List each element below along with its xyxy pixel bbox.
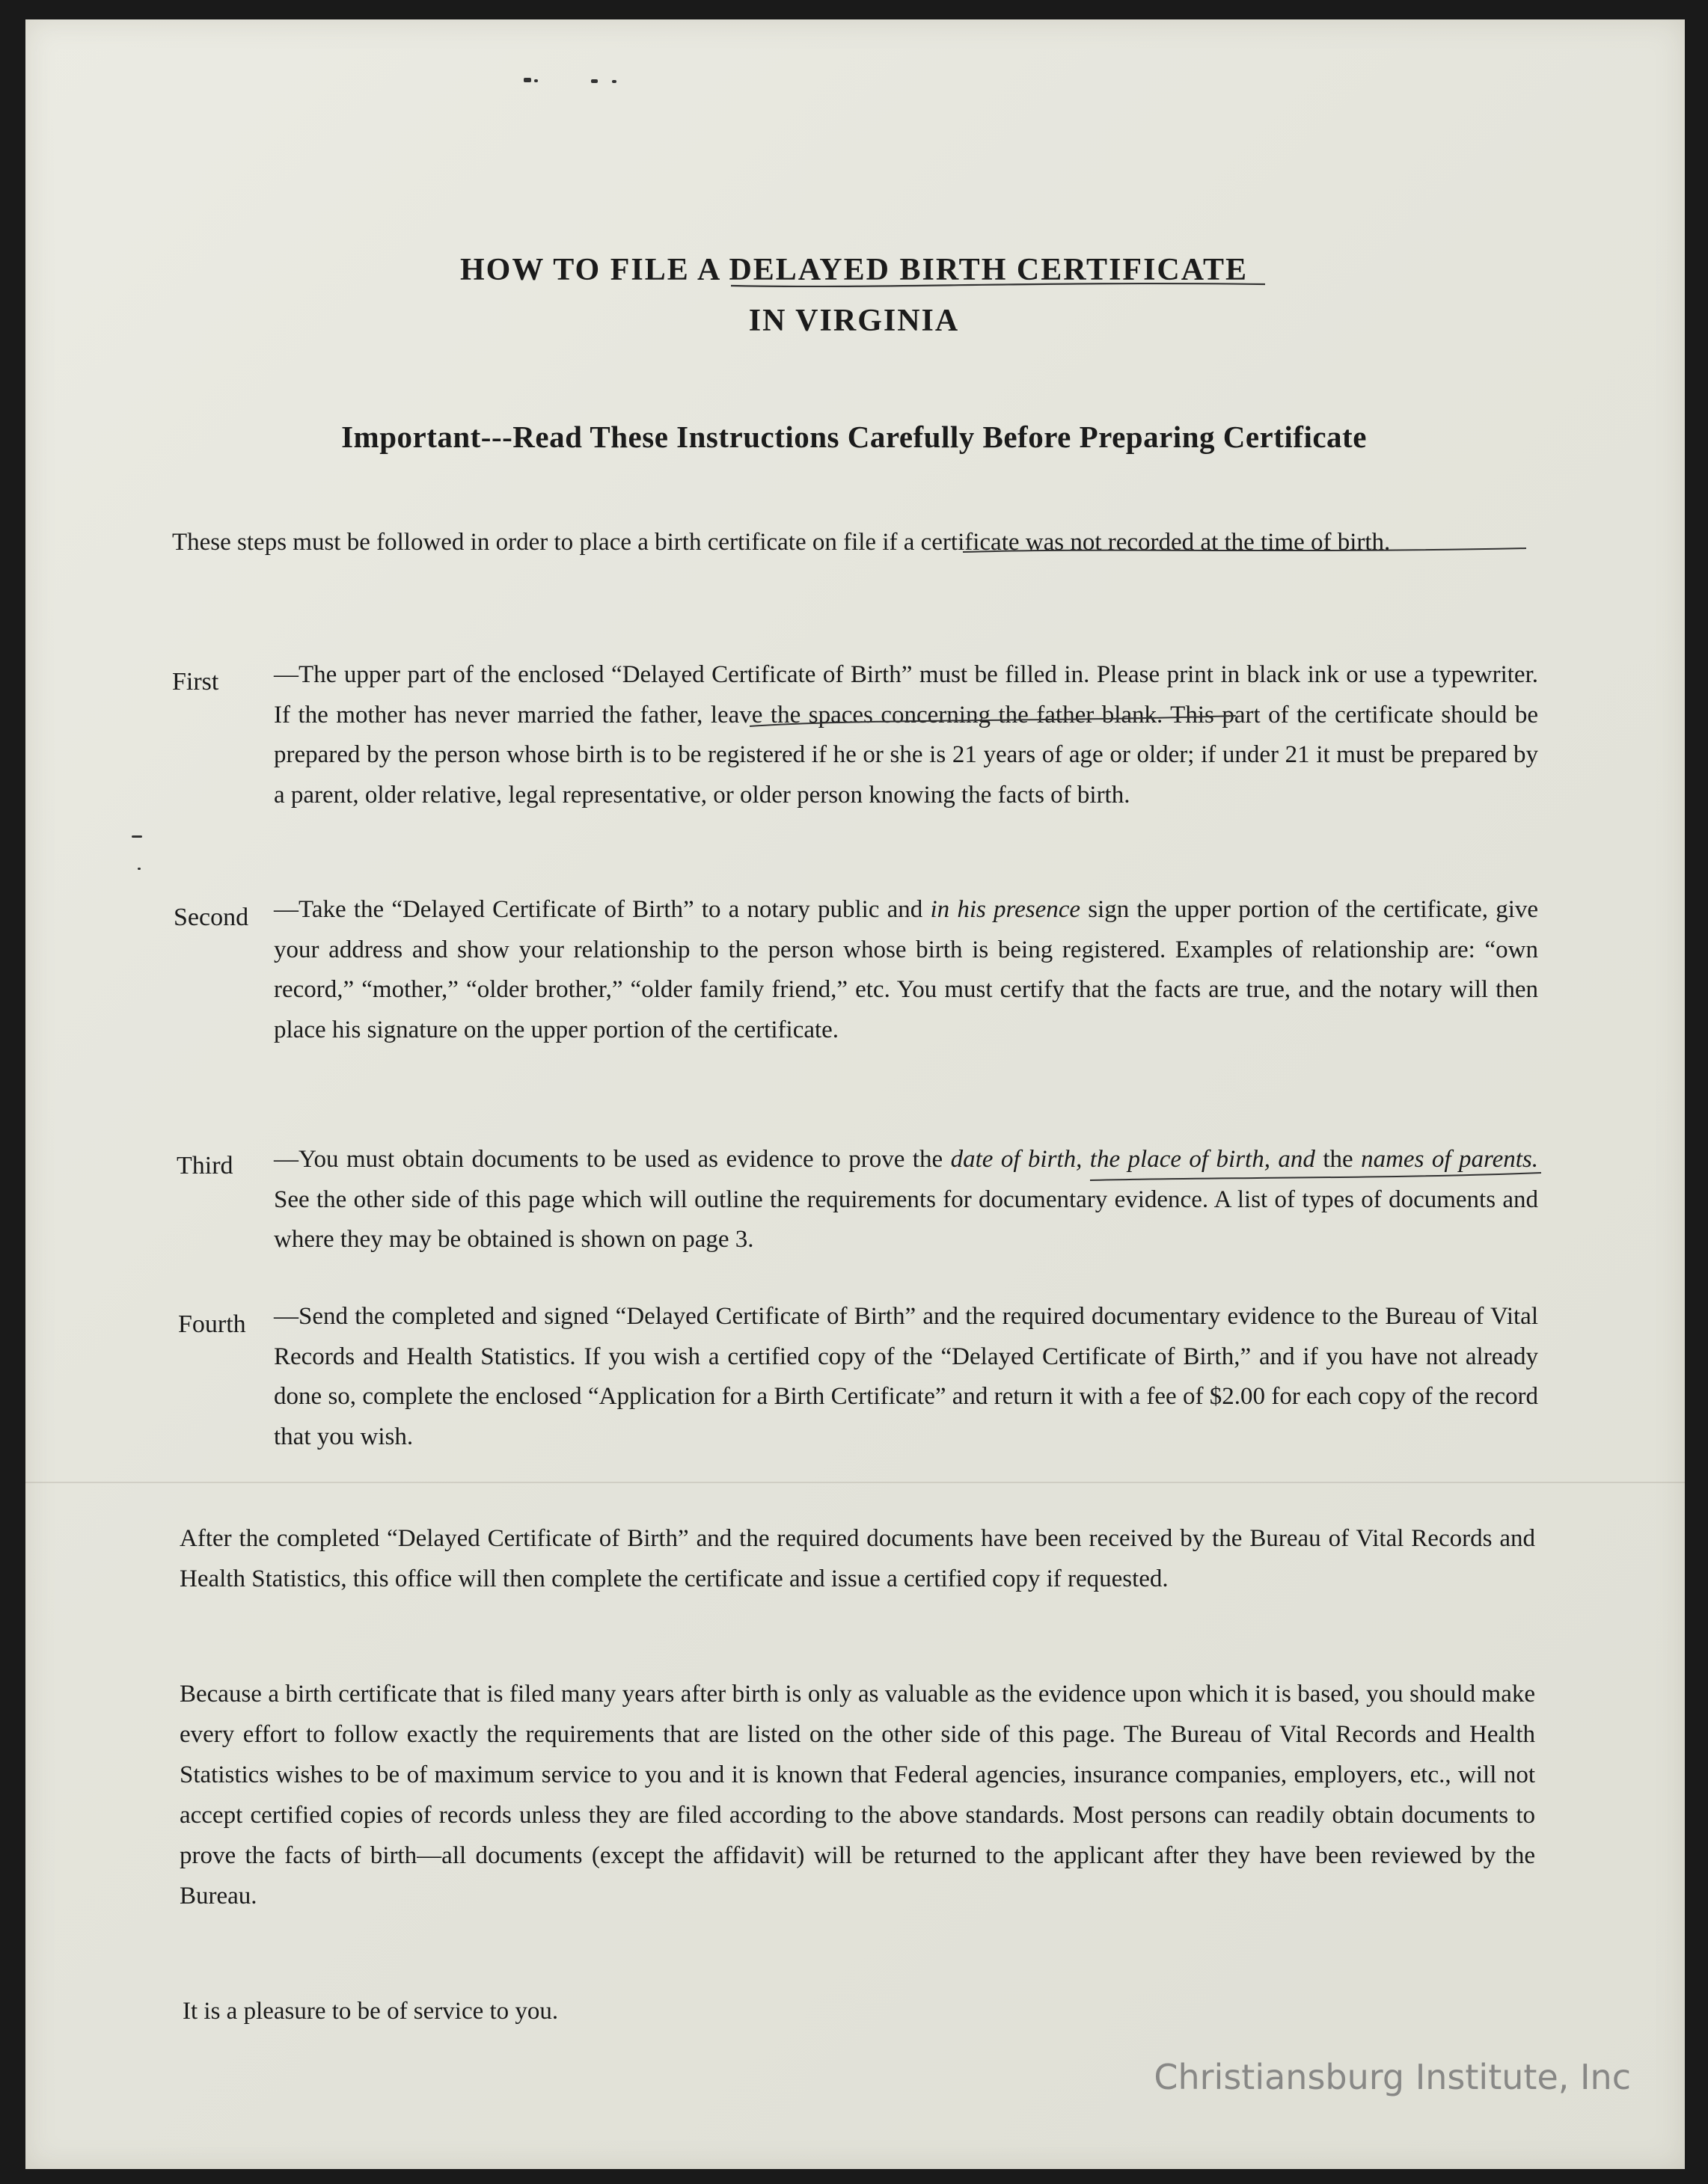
step-third-text-mid: the bbox=[1314, 1146, 1362, 1173]
watermark-text: Christiansburg Institute, Inc bbox=[1154, 2057, 1631, 2097]
after-paragraph: After the completed “Delayed Certificate of Birth” and the required documents have been received by the Bureau of Vital Records and Health Statistics, this office will then complete the certificate and issue a certified copy if requested. bbox=[180, 1525, 1535, 1592]
closing-line: It is a pleasure to be of service to you. bbox=[183, 1998, 559, 2025]
because-paragraph: Because a birth certificate that is filed many years after birth is only as valuable as the evidence upon which it is based, you should make every effort to follow exactly the requirements that are listed on the other side of this page. The Bureau of Vital Records and Health Statistics wishes to be of maximum service to you and it is known that Federal agencies, insurance companies, employers, etc., will not accept certified copies of records unless they are filed according to the above standards. Most persons can readily obtain documents to prove the facts of birth—all documents (except the affidavit) will be returned to the applicant after they have been reviewed by the Bureau. bbox=[180, 1681, 1535, 1910]
step-second-text-part2: sign the upper portion of the certificate, give your address and show your relationship to the person whose birth is being registered. Examples of relationship are: “own record,” “mother,” “older brother,” “older family friend,” etc. You must certify that the facts are true, and the notary will then place his signature on the upper portion of the certificate. bbox=[274, 896, 1539, 1043]
step-third-label: Third bbox=[177, 1152, 233, 1180]
step-fourth-text: —Send the completed and signed “Delayed Certificate of Birth” and the required documentary evidence to the Bureau of Vital Records and Health Statistics. If you wish a certified copy of the “Delayed Certificate of Birth,” and if you have not already done so, complete the enclosed “Application for a Birth Certificate” and return it with a fee of $2.00 for each copy of the record that you wish. bbox=[274, 1303, 1538, 1450]
handwritten-underline-intro bbox=[961, 545, 1530, 556]
step-second-text-part1: —Take the “Delayed Certificate of Birth” to a notary public and bbox=[274, 896, 931, 923]
document-subtitle: Important---Read These Instructions Carefully Before Preparing Certificate bbox=[341, 420, 1367, 454]
step-first-text: —The upper part of the enclosed “Delayed Certificate of Birth” must be filled in. Please print in black ink or use a typewriter. If the mother has never married the father, leave the spaces concerning the father blank. This part of the certificate should be prepared by the person whose birth is to be registered if he or she is 21 years of age or older; if under 21 it must be prepared by a parent, older relative, legal representative, or older person knowing the facts of birth. bbox=[274, 661, 1538, 809]
document-title-line2: IN VIRGINIA bbox=[748, 304, 960, 338]
step-third-text-part2: See the other side of this page which will outline the requirements for documentary evidence. A list of types of documents and where they may be obtained is shown on page 3. bbox=[274, 1185, 1538, 1253]
step-fourth-label: Fourth bbox=[178, 1310, 246, 1338]
step-third-emphasis2: names of parents. bbox=[1361, 1146, 1538, 1173]
handwritten-underline-first bbox=[748, 714, 1242, 729]
document-title-line1: HOW TO FILE A DELAYED BIRTH CERTIFICATE bbox=[459, 253, 1248, 287]
step-third-emphasis: date of birth, the place of birth, and bbox=[950, 1146, 1315, 1173]
step-third-text-part1: —You must obtain documents to be used as evidence to prove the bbox=[274, 1146, 951, 1173]
handwritten-underline-third bbox=[1089, 1171, 1545, 1183]
step-third-text bbox=[274, 1140, 1538, 1260]
step-second-text bbox=[274, 890, 1538, 1050]
step-second-emphasis: in his presence bbox=[930, 896, 1081, 923]
step-first-label: First bbox=[172, 668, 219, 696]
intro-paragraph: These steps must be followed in order to place a birth certificate on file if a certificate was not recorded at the time of birth. bbox=[172, 529, 1391, 556]
step-second-label: Second bbox=[174, 904, 249, 931]
paper-fold-line bbox=[25, 1482, 1685, 1483]
handwritten-underline bbox=[729, 280, 1268, 290]
